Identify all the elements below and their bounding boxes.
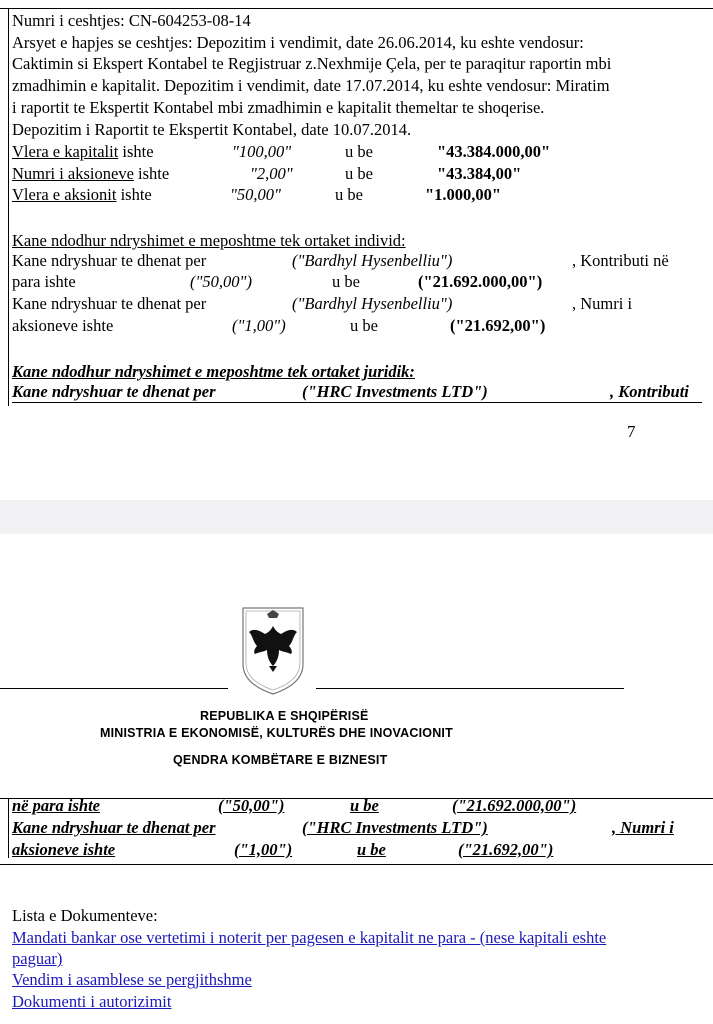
header-center: QENDRA KOMBËTARE E BIZNESIT	[173, 753, 388, 767]
juridik-underline	[12, 402, 702, 403]
page-2	[0, 534, 713, 1024]
document-link-bank-mandate[interactable]: Mandati bankar ose vertetimi i noterit per pagesen e kapitalit ne para - (nese kapitali eshte	[12, 928, 607, 947]
share-value-label: Vlera e aksionit ishte	[12, 185, 152, 204]
page-number: 7	[627, 422, 636, 441]
individ-line: Kane ndryshuar te dhenat per	[12, 294, 207, 313]
documents-heading: Lista e Dokumenteve:	[12, 906, 158, 925]
juridik-cont-old: ("50,00")	[218, 796, 285, 815]
reason-line: zmadhimin e kapitalit. Depozitim i vendimit, date 17.07.2014, ku eshte vendosur: Miratim	[12, 76, 610, 95]
left-border-2	[8, 798, 9, 858]
individ-new-value: ("21.692.000,00")	[418, 272, 543, 291]
individ-heading: Kane ndodhur ndryshimet e meposhtme tek ortaket individ:	[12, 231, 406, 250]
albanian-emblem-icon	[241, 606, 305, 696]
juridik-line-end: , Kontributi	[610, 382, 689, 401]
section-bottom-rule	[0, 864, 713, 865]
individ-ube: u be	[350, 316, 378, 335]
juridik-cont-old: ("1,00")	[234, 840, 293, 859]
share-value-new: "1.000,00"	[425, 185, 502, 204]
juridik-cont-line: aksioneve ishte	[12, 840, 116, 859]
capital-ube: u be	[345, 142, 373, 161]
header-republic: REPUBLIKA E SHQIPËRISË	[200, 709, 369, 723]
juridik-cont-new: ("21.692.000,00")	[452, 796, 577, 815]
capital-label: Vlera e kapitalit ishte	[12, 142, 154, 161]
shares-ube: u be	[345, 164, 373, 183]
shares-new-value: "43.384,00"	[437, 164, 522, 183]
reason-line: Caktimin si Ekspert Kontabel te Regjistruar z.Nexhmije Çela, per te paraqitur raportin mbi	[12, 54, 612, 73]
page-gap	[0, 500, 713, 534]
juridik-heading: Kane ndodhur ndryshimet e meposhtme tek ortaket juridik:	[12, 362, 415, 381]
juridik-cont-name: ("HRC Investments LTD")	[302, 818, 488, 837]
capital-new-value: "43.384.000,00"	[437, 142, 551, 161]
capital-old-value: "100,00"	[232, 142, 292, 161]
document-link-assembly-decision[interactable]: Vendim i asamblese se pergjithshme	[12, 970, 252, 989]
individ-name: ("Bardhyl Hysenbelliu")	[292, 294, 453, 313]
document-link-authorization[interactable]: Dokumenti i autorizimit	[12, 992, 172, 1011]
shares-label: Numri i aksioneve ishte	[12, 164, 170, 183]
page-1	[0, 0, 713, 500]
juridik-line: Kane ndryshuar te dhenat per	[12, 382, 216, 401]
juridik-name: ("HRC Investments LTD")	[302, 382, 488, 401]
reason-line: Depozitim i Raportit te Ekspertit Kontabel, date 10.07.2014.	[12, 120, 412, 139]
juridik-cont-line: Kane ndryshuar te dhenat per	[12, 818, 216, 837]
individ-line: Kane ndryshuar te dhenat per	[12, 251, 207, 270]
share-value-old: "50,00"	[230, 185, 281, 204]
individ-ube: u be	[332, 272, 360, 291]
juridik-cont-line: në para ishte	[12, 796, 101, 815]
juridik-cont-ube: u be	[350, 796, 379, 815]
individ-new-value: ("21.692,00")	[450, 316, 546, 335]
individ-old-value: ("50,00")	[190, 272, 252, 291]
reason-line: i raportit te Ekspertit Kontabel mbi zmadhimin e kapitalit themeltar te shoqerise.	[12, 98, 545, 117]
juridik-cont-ube: u be	[357, 840, 386, 859]
reason-line: Arsyet e hapjes se ceshtjes: Depozitim i vendimit, date 26.06.2014, ku eshte vendosur:	[12, 33, 584, 52]
left-border	[8, 8, 9, 406]
juridik-cont-end: , Numri i	[612, 818, 674, 837]
top-rule	[0, 8, 713, 9]
juridik-cont-new: ("21.692,00")	[458, 840, 554, 859]
header-ministry: MINISTRIA E EKONOMISË, KULTURËS DHE INOVACIONIT	[100, 726, 453, 740]
individ-line-end: , Numri i	[572, 294, 633, 313]
individ-name: ("Bardhyl Hysenbelliu")	[292, 251, 453, 270]
header-rule-right	[316, 688, 624, 689]
individ-old-value: ("1,00")	[232, 316, 286, 335]
individ-line: para ishte	[12, 272, 76, 291]
share-value-ube: u be	[335, 185, 363, 204]
individ-line-end: , Kontributi në	[572, 251, 669, 270]
header-rule-left	[0, 688, 228, 689]
case-number: Numri i ceshtjes: CN-604253-08-14	[12, 11, 251, 30]
shares-old-value: "2,00"	[250, 164, 293, 183]
document-link-bank-mandate-cont[interactable]: paguar)	[12, 949, 63, 968]
individ-line: aksioneve ishte	[12, 316, 114, 335]
